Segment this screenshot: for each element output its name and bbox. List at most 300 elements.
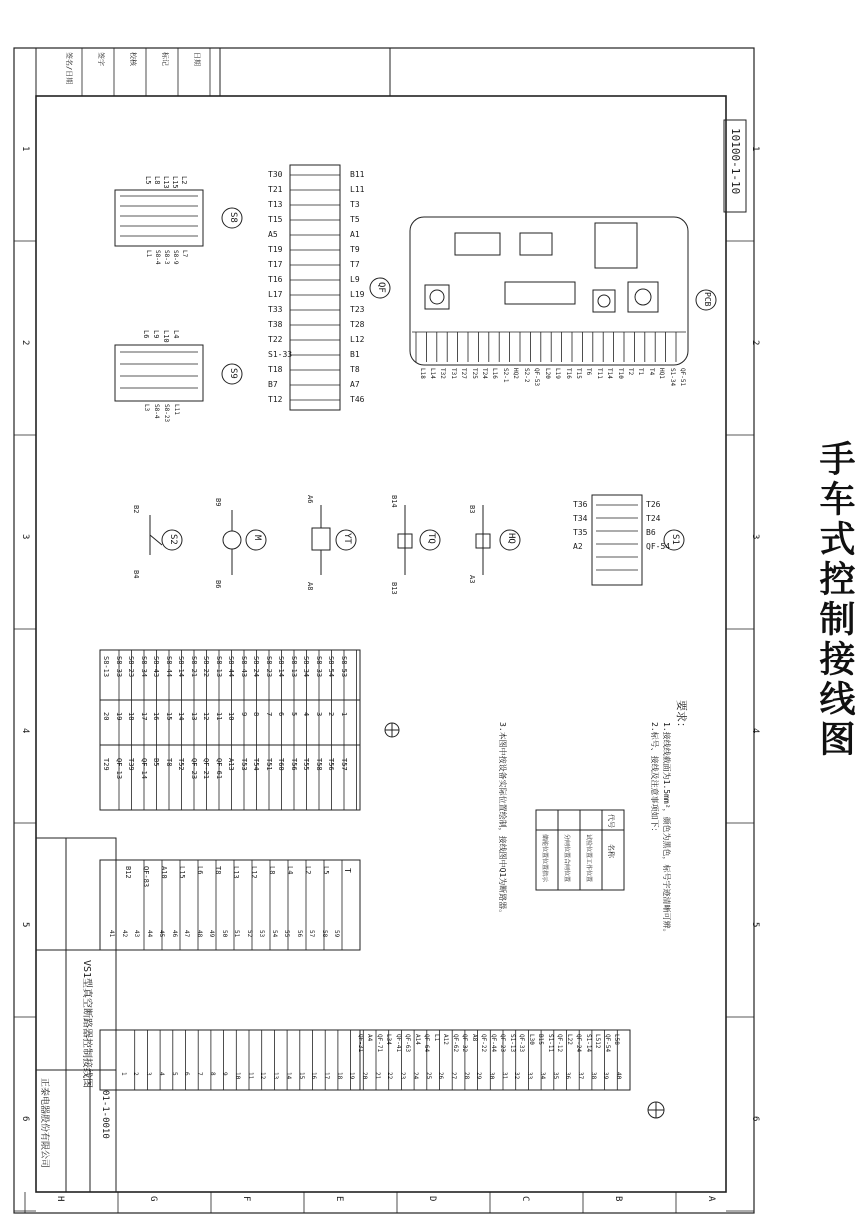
terminal-cell-right: L22	[565, 1034, 573, 1045]
qf-terminal-right: L19	[350, 290, 365, 299]
qf-terminal-left: T13	[268, 200, 283, 209]
wire-table-cell-from: S8-44	[227, 656, 235, 678]
terminal-num-right: 25	[424, 1072, 432, 1080]
terminal-cell-right: B15	[537, 1034, 544, 1045]
wire-table-cell-from: S8-14	[177, 656, 185, 678]
terminal-num-right: 18	[335, 1072, 343, 1080]
qf-terminal-left: T16	[268, 275, 283, 284]
wire-table-cell-to: T55	[302, 758, 310, 771]
s8-terminal-bottom: S8-4	[154, 250, 161, 265]
s9-switch	[115, 345, 242, 401]
pcb-pin-label-b: S2-2	[522, 368, 530, 383]
terminal-cell-right: L30	[527, 1034, 535, 1045]
grid-number-left: 2	[20, 340, 30, 346]
pcb-pin-label-a: T16	[564, 368, 572, 379]
notes-title: 要求：	[675, 700, 688, 733]
terminal-num-right: 16	[310, 1072, 318, 1080]
wire-table-cell-to: T57	[339, 758, 348, 771]
wire-table-cell-to: T51	[264, 758, 273, 771]
s8-terminal-bottom: S8-9	[172, 250, 179, 265]
component-pin-label: B6	[214, 580, 222, 589]
s8-terminal-top: L13	[162, 176, 170, 189]
terminal-cell-right: QF-12	[556, 1034, 563, 1053]
pcb-pin-label-a: HQ1	[658, 368, 666, 379]
wire-table-cell-to: T39	[127, 758, 135, 771]
terminal-num-right: 34	[538, 1072, 546, 1080]
wire-table-cell-from: S8-34	[302, 656, 310, 678]
component-pin-label: B3	[468, 505, 476, 514]
pcb-pin-label-a: T15	[575, 368, 582, 379]
terminal-num-right: 26	[437, 1072, 445, 1080]
wire-table-cell-from: S8-43	[152, 656, 160, 678]
wire-table-cell-num: 14	[177, 712, 185, 721]
component-pin-label: A3	[468, 575, 476, 584]
terminal-cell-right: S1-14	[584, 1034, 592, 1053]
drawing-code: 10100-1-10	[729, 128, 742, 195]
wire-table-cell-from: S8-21	[189, 656, 198, 678]
terminal-cell-right: QF-64	[423, 1034, 430, 1053]
revision-cell: 校核	[129, 52, 137, 66]
pcb-pin-label-a: T14	[606, 368, 614, 379]
pcb-pin-label-b: QF-53	[533, 368, 540, 387]
terminal-num-left: 54	[270, 930, 278, 938]
revision-cell: 签字	[97, 52, 105, 66]
terminal-num-right: 31	[500, 1072, 508, 1080]
grid-letter: H	[55, 1196, 65, 1202]
terminal-num-left: 47	[183, 930, 190, 938]
terminal-num-right: 7	[195, 1072, 203, 1076]
terminal-num-left: 49	[208, 930, 215, 938]
s1-terminal: T34	[573, 514, 588, 523]
terminal-num-right: 39	[602, 1072, 610, 1080]
wire-table-cell-to: QF-13	[114, 758, 123, 780]
wire-table-cell-num: 20	[102, 712, 110, 721]
terminal-num-right: 11	[246, 1072, 254, 1080]
legend-cell: 合闸位置	[563, 858, 570, 883]
legend-header: 代号	[607, 814, 615, 828]
wire-table-cell-to: T60	[277, 758, 285, 771]
qf-terminal-right: B11	[350, 170, 365, 179]
s8-switch	[115, 190, 242, 246]
terminal-cell-right: S1-13	[508, 1034, 516, 1053]
terminal-num-left: 42	[120, 930, 128, 938]
grid-letter: G	[148, 1196, 158, 1202]
tq-label: TQ	[426, 533, 436, 544]
terminal-num-right: 1	[119, 1072, 127, 1076]
qf-terminal-left: T22	[268, 335, 283, 344]
pcb-pin-label-b: T24	[481, 368, 488, 379]
wire-table-cell-to: T29	[102, 758, 110, 771]
terminal-cell-right: QF-54	[603, 1034, 611, 1053]
inner-frame	[36, 96, 726, 1192]
wire-table-cell-to: B5	[152, 758, 160, 767]
grid-number-left: 3	[20, 534, 30, 540]
pcb-pin-label-b: HQ2	[512, 368, 520, 379]
terminal-cell-right: QF-32	[461, 1034, 468, 1053]
terminal-num-right: 28	[462, 1072, 470, 1080]
qf-terminal-left: T38	[268, 320, 283, 329]
wire-table-cell-to: QF-61	[214, 758, 223, 780]
s9-terminal-bottom: S8-23	[163, 404, 170, 423]
terminal-cell-right: L58	[613, 1034, 620, 1045]
outer-frame	[14, 48, 754, 1213]
terminal-cell-right: QF-31	[356, 1034, 364, 1053]
component-pin-label: B9	[214, 498, 222, 507]
terminal-cell-right: QF-33	[518, 1034, 525, 1053]
component-pin-label: B4	[132, 570, 140, 579]
terminal-cell-right: A8	[470, 1034, 478, 1042]
wire-table-cell-from: S8-23	[264, 656, 273, 678]
terminal-num-left: 56	[295, 930, 303, 938]
grid-letter: A	[706, 1196, 716, 1202]
terminal-cell-left: L15	[178, 866, 186, 879]
qf-terminal-left: S1-33	[268, 350, 293, 359]
wire-table-cell-num: 4	[302, 712, 310, 717]
wire-table-cell-num: 3	[314, 712, 323, 717]
wire-table-cell-num: 11	[214, 712, 223, 721]
grid-number-left: 4	[20, 728, 30, 734]
terminal-num-left: 55	[283, 930, 290, 938]
qf-terminal-right: L11	[350, 185, 365, 194]
wire-table-cell-num: 19	[114, 712, 123, 721]
grid-letter: F	[241, 1196, 251, 1202]
terminal-cell-right: L512	[594, 1034, 601, 1049]
qf-terminal-left: L17	[268, 290, 283, 299]
terminal-num-left: 57	[308, 930, 315, 938]
terminal-num-left: 44	[145, 930, 153, 938]
wire-table-cell-num: 15	[164, 712, 173, 721]
terminal-num-right: 20	[361, 1072, 368, 1080]
terminal-cell-right: QF-23	[499, 1034, 506, 1053]
s9-terminal-bottom: L3	[143, 404, 150, 412]
terminal-num-right: 12	[259, 1072, 267, 1080]
terminal-cell-left: L4	[286, 866, 294, 875]
wire-table-cell-num: 18	[127, 712, 135, 721]
component-pin-label: A8	[306, 582, 314, 591]
qf-terminal-right: T5	[350, 215, 360, 224]
wire-table-cell-num: 16	[152, 712, 160, 721]
terminal-cell-left: L6	[196, 866, 204, 875]
wire-table-cell-num: 13	[189, 712, 198, 721]
terminal-num-right: 32	[513, 1072, 521, 1080]
s9-terminal-top: L9	[152, 330, 160, 339]
s1-terminal: B6	[646, 528, 656, 537]
pcb-pin-label-b: T25	[470, 368, 478, 379]
terminal-cell-left: L13	[232, 866, 240, 879]
qf-terminal-left: T30	[268, 170, 283, 179]
wire-table-cell-from: S8-54	[327, 656, 335, 678]
qf-terminal-left: T12	[268, 395, 283, 404]
wire-table-cell-from: S8-53	[339, 656, 348, 678]
qf-terminal-right: L12	[350, 335, 365, 344]
qf-terminal-right: T3	[350, 200, 360, 209]
qf-terminal-right: B1	[350, 350, 360, 359]
terminal-num-right: 14	[284, 1072, 292, 1080]
s1-terminal: QF-54	[646, 542, 671, 551]
terminal-cell-right: L1	[432, 1034, 440, 1042]
terminal-num-left: 46	[170, 930, 178, 938]
pcb-pin-label-a: T6	[585, 368, 593, 376]
wire-table-cell-from: S8-14	[277, 656, 285, 678]
wire-table-cell-to: QF-21	[202, 758, 210, 780]
wire-table-cell-to: T56	[289, 758, 298, 771]
wire-table-cell-to: QF-23	[189, 758, 198, 780]
title-description: VS1型真空断路器控制接线图	[81, 960, 92, 1089]
title-company: 正泰电器股份有限公司	[39, 1078, 49, 1169]
s8-terminal-top: L8	[153, 176, 161, 185]
wire-table-cell-from: S8-44	[164, 656, 173, 678]
revision-cell: 签名/日期	[65, 52, 73, 85]
grid-number-right: 6	[750, 1116, 760, 1122]
terminal-cell-right: A14	[413, 1034, 421, 1045]
terminal-num-right: 13	[272, 1072, 280, 1080]
terminal-num-right: 40	[615, 1072, 622, 1080]
terminal-cell-right: A4	[366, 1034, 373, 1042]
terminal-num-right: 15	[297, 1072, 305, 1080]
pcb-pin-label-a: T11	[595, 368, 603, 379]
terminal-cell-left: L2	[304, 866, 312, 875]
terminal-num-left: 59	[333, 930, 340, 938]
terminal-num-right: 4	[157, 1072, 165, 1076]
pcb-pin-label-b: L16	[491, 368, 499, 379]
wire-table-cell-to: T54	[252, 758, 260, 771]
terminal-cell-right: QF-22	[480, 1034, 487, 1053]
s9-terminal-bottom: L11	[173, 404, 180, 415]
terminal-num-left: 50	[220, 930, 228, 938]
legend-cell: 工作位置	[585, 858, 592, 883]
pcb-label: PCB	[703, 292, 712, 307]
pcb-board	[410, 217, 716, 365]
terminal-num-right: 27	[449, 1072, 457, 1080]
grid-number-left: 1	[20, 146, 30, 152]
s8-terminal-bottom: S8-3	[163, 250, 170, 265]
wire-table-cell-to: T56	[327, 758, 335, 771]
terminal-num-right: 5	[170, 1072, 178, 1076]
wire-table-cell-num: 8	[252, 712, 260, 717]
grid-number-left: 6	[20, 1116, 30, 1122]
grid-letter: E	[334, 1196, 344, 1202]
pcb-pin-label-a: L20	[543, 368, 551, 379]
s8-terminal-top: L5	[144, 176, 152, 185]
terminal-num-right: 29	[475, 1072, 483, 1080]
wire-table-cell-num: 7	[264, 712, 273, 717]
qf-terminal-left: T15	[268, 215, 283, 224]
wire-table-cell-num: 1	[339, 712, 348, 717]
terminal-num-right: 33	[526, 1072, 534, 1080]
terminal-num-left: 51	[233, 930, 240, 938]
terminal-cell-right: QF-63	[404, 1034, 411, 1053]
s9-terminal-top: L6	[142, 330, 150, 339]
terminal-cell-left: L12	[250, 866, 258, 879]
s8-label: S8	[228, 212, 238, 223]
wire-table-cell-from: S8-33	[114, 656, 123, 678]
qf-terminal-right: T7	[350, 260, 360, 269]
m-label: M	[252, 535, 262, 541]
component-pin-label: B14	[390, 495, 398, 508]
qf-terminal-left: B7	[268, 380, 278, 389]
s9-terminal-top: L4	[172, 330, 180, 339]
wire-table-cell-from: S8-13	[102, 656, 110, 678]
qf-terminal-right: T28	[350, 320, 365, 329]
qf-terminal-strip	[290, 165, 390, 410]
grid-number-right: 4	[750, 728, 760, 734]
pcb-pin-label-a: T4	[647, 368, 655, 376]
page-title: 手车式控制接线图	[814, 440, 855, 760]
wire-table-cell-to: T53	[239, 758, 248, 771]
wire-table-cell-from: S8-33	[314, 656, 323, 678]
grid-markers	[14, 241, 754, 1213]
s1-terminal: T26	[646, 500, 661, 509]
qf-label: QF	[376, 282, 386, 293]
wire-table-cell-from: S8-23	[127, 656, 135, 678]
motor-m	[223, 510, 266, 575]
pcb-pin-label-b: L14	[429, 368, 436, 379]
qf-terminal-right: T46	[350, 395, 365, 404]
grid-letter: C	[520, 1196, 530, 1202]
wire-table-cell-num: 12	[202, 712, 210, 721]
grid-letter: D	[427, 1196, 437, 1202]
grid-number-right: 2	[750, 340, 760, 346]
wire-table-cell-num: 10	[227, 712, 235, 721]
pcb-pin-label-b: T31	[449, 368, 457, 379]
terminal-num-left: 52	[245, 930, 253, 938]
qf-terminal-left: T17	[268, 260, 283, 269]
terminal-num-right: 19	[348, 1072, 356, 1080]
s8-terminal-bottom: L1	[145, 250, 152, 258]
terminal-table-header: T	[343, 868, 352, 873]
terminal-num-right: 2	[132, 1072, 140, 1076]
terminal-cell-left: L8	[268, 866, 276, 875]
wire-table-cell-from: S8-43	[239, 656, 248, 678]
pcb-pin-label-a: T1	[637, 368, 645, 376]
grid-number-right: 3	[750, 534, 760, 540]
pcb-pin-label-b: S2-1	[501, 368, 509, 383]
component-pin-label: B2	[132, 505, 140, 514]
qf-terminal-left: T21	[268, 185, 283, 194]
pcb-pin-label-b: T27	[460, 368, 468, 379]
terminal-cell-left: QF-83	[142, 866, 150, 888]
note-2: 2.标号、接线及注意事项如下：	[650, 722, 659, 836]
terminal-num-right: 10	[234, 1072, 241, 1080]
wire-table-cell-num: 6	[277, 712, 285, 717]
s8-terminal-top: L2	[180, 176, 188, 185]
qf-terminal-right: T8	[350, 365, 360, 374]
qf-terminal-right: A1	[350, 230, 360, 239]
s2-label: S2	[168, 534, 178, 545]
terminal-num-right: 38	[589, 1072, 597, 1080]
grid-number-right: 5	[750, 922, 760, 928]
terminal-cell-left: A10	[160, 866, 168, 879]
s1-terminal: T36	[573, 500, 588, 509]
pcb-pin-label-b: L18	[418, 368, 426, 379]
s9-terminal-top: L10	[162, 330, 170, 343]
hq-label: HQ	[506, 533, 516, 544]
legend-cell: 试验位置	[585, 834, 592, 859]
terminal-cell-right: QF-24	[575, 1034, 582, 1053]
wire-table-cell-num: 9	[239, 712, 248, 717]
wire-table-cell-num: 5	[289, 712, 298, 717]
terminal-num-right: 22	[386, 1072, 394, 1080]
qf-terminal-right: L9	[350, 275, 360, 284]
revision-cell: 标记	[161, 52, 169, 66]
terminal-num-right: 6	[183, 1072, 191, 1076]
note-1: 1.接线线截面为1.5mm²，颜色为黑色，标号字迹清晰可辨。	[662, 722, 671, 937]
s1-label: S1	[670, 534, 680, 545]
yt-label: YT	[342, 533, 352, 544]
title-drawing-no: 01-1-0010	[100, 1090, 110, 1139]
s9-terminal-bottom: S8-4	[153, 404, 160, 419]
terminal-num-right: 17	[322, 1072, 330, 1080]
terminal-cell-left: T8	[214, 866, 222, 875]
terminal-cell-right: QF-44	[489, 1034, 497, 1053]
revision-cell: 日期	[193, 52, 201, 66]
legend-cell: 储能位置	[541, 834, 548, 859]
terminal-num-left: 58	[320, 930, 328, 938]
note-3: 3.本图中按设备实际位置绘制，接线图中Q1为断路器。	[498, 722, 507, 918]
qf-terminal-right: A7	[350, 380, 360, 389]
pcb-pin-label-a: S1-34	[668, 368, 676, 387]
legend-header: 名称	[607, 844, 615, 858]
s9-label: S9	[228, 368, 238, 379]
legend-cell: 位置指示	[541, 858, 548, 883]
terminal-num-right: 21	[373, 1072, 381, 1080]
wire-table-cell-to: T52	[177, 758, 185, 771]
terminal-num-right: 36	[564, 1072, 572, 1080]
terminal-num-right: 9	[221, 1072, 229, 1076]
wire-table-cell-from: S8-13	[289, 656, 298, 678]
terminal-table-lower	[100, 860, 664, 1118]
wire-table-cell-to: T8	[164, 758, 173, 767]
qf-terminal-left: T19	[268, 245, 283, 254]
terminal-num-right: 35	[551, 1072, 559, 1080]
qf-terminal-right: T23	[350, 305, 365, 314]
pcb-pin-label-b: T32	[439, 368, 447, 379]
terminal-cell-left: L5	[322, 866, 330, 875]
qf-terminal-left: T33	[268, 305, 283, 314]
terminal-num-right: 8	[208, 1072, 216, 1076]
grid-letter: B	[613, 1196, 623, 1202]
terminal-num-right: 23	[399, 1072, 407, 1080]
s1-terminal: A2	[573, 542, 583, 551]
qf-terminal-left: T18	[268, 365, 283, 374]
terminal-num-right: 24	[411, 1072, 419, 1080]
pcb-pin-label-a: QF-51	[679, 368, 686, 387]
wire-table-cell-to: T58	[314, 758, 323, 771]
wire-table-cell-to: QF-14	[139, 758, 148, 780]
terminal-cell-left: B12	[124, 866, 132, 879]
terminal-num-right: 3	[145, 1072, 153, 1076]
pcb-pin-label-a: T10	[616, 368, 624, 379]
terminal-cell-right: L34	[385, 1034, 392, 1045]
s8-terminal-top: L15	[171, 176, 179, 189]
terminal-num-left: 48	[195, 930, 203, 938]
wire-table-cell-from: S8-24	[252, 656, 260, 678]
s1-terminal: T35	[573, 528, 588, 537]
terminal-num-left: 45	[158, 930, 165, 938]
terminal-num-right: 37	[576, 1072, 584, 1080]
s8-terminal-bottom: L7	[181, 250, 188, 258]
legend-cell: 分闸位置	[563, 834, 570, 859]
component-pin-label: B13	[390, 582, 398, 595]
terminal-cell-right: A12	[442, 1034, 449, 1045]
wire-table-cell-to: A13	[227, 758, 235, 771]
terminal-cell-right: QF-71	[375, 1034, 383, 1053]
terminal-num-right: 30	[488, 1072, 495, 1080]
terminal-num-left: 43	[133, 930, 140, 938]
wire-table-cell-from: S8-34	[139, 656, 148, 678]
terminal-num-left: 53	[258, 930, 265, 938]
pcb-pin-label-a: L19	[554, 368, 562, 379]
